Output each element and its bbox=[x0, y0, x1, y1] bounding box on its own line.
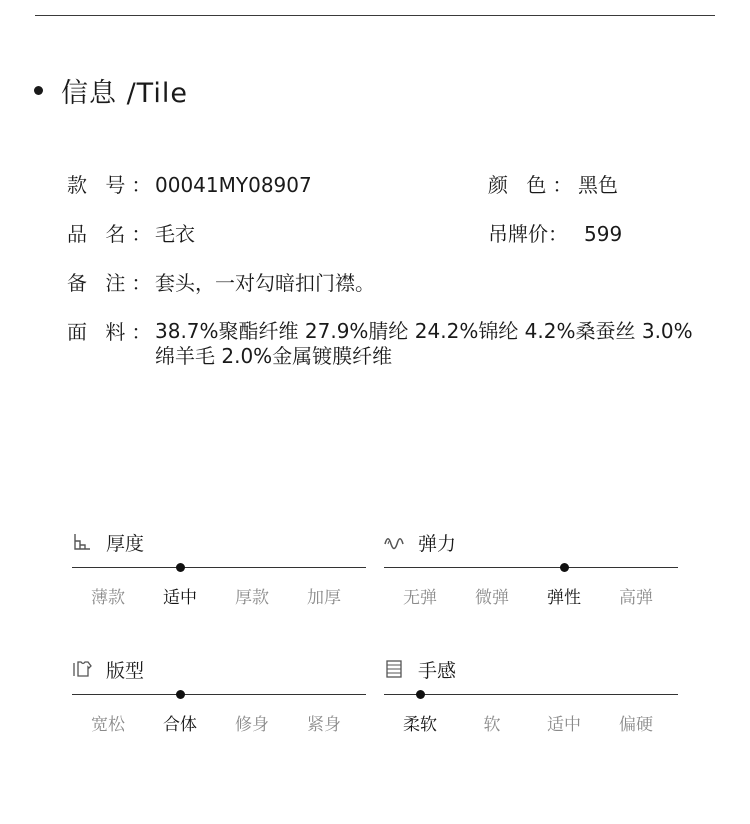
rating-title: 厚度 bbox=[106, 532, 145, 555]
rating-option: 弹性 bbox=[547, 588, 581, 608]
rating-option: 薄款 bbox=[91, 588, 125, 608]
name-value: 毛衣 bbox=[155, 222, 195, 246]
rating-option: 修身 bbox=[235, 715, 269, 735]
rating-option: 高弹 bbox=[619, 588, 653, 608]
rating-option: 微弹 bbox=[475, 588, 509, 608]
rating-option: 合体 bbox=[163, 715, 197, 735]
info-fabric bbox=[67, 319, 695, 369]
info-note bbox=[67, 270, 375, 296]
rating-option: 厚款 bbox=[235, 588, 269, 608]
rating-option: 无弹 bbox=[403, 588, 437, 608]
fabric-value: 38.7%聚酯纤维 27.9%腈纶 24.2%锦纶 4.2%桑蚕丝 3.0%绵羊毛 2.0%金属镀膜纤维 bbox=[155, 319, 693, 368]
rating-option: 适中 bbox=[163, 588, 197, 608]
shirt-icon bbox=[72, 659, 92, 679]
price-label: 吊牌价： bbox=[488, 222, 568, 246]
rating-marker bbox=[176, 690, 185, 699]
section-title-text: 信息 /Tile bbox=[61, 77, 188, 109]
rating-track bbox=[72, 694, 366, 695]
style-no-value: 00041MY08907 bbox=[155, 173, 312, 197]
note-label: 备 注： bbox=[67, 271, 158, 295]
rating-track bbox=[384, 567, 678, 568]
rating-header bbox=[384, 530, 456, 554]
section-heading bbox=[34, 72, 188, 108]
fabric-label: 面 料： bbox=[67, 320, 158, 344]
color-value: 黑色 bbox=[578, 173, 618, 197]
rating-option: 宽松 bbox=[91, 715, 125, 735]
rating-marker bbox=[416, 690, 425, 699]
note-value: 套头，一对勾暗扣门襟。 bbox=[155, 271, 375, 295]
rating-header bbox=[72, 657, 144, 681]
rating-marker bbox=[560, 563, 569, 572]
rating-title: 手感 bbox=[418, 659, 457, 682]
rating-title: 弹力 bbox=[418, 532, 457, 555]
rating-track bbox=[72, 567, 366, 568]
rating-option: 加厚 bbox=[307, 588, 341, 608]
rating-option: 紧身 bbox=[307, 715, 341, 735]
info-color bbox=[488, 172, 618, 198]
rating-option: 偏硬 bbox=[619, 715, 653, 735]
rating-option: 适中 bbox=[547, 715, 581, 735]
rating-header bbox=[384, 657, 456, 681]
info-style-no bbox=[67, 172, 312, 198]
info-price bbox=[488, 221, 622, 247]
rating-header bbox=[72, 530, 144, 554]
rating-track bbox=[384, 694, 678, 695]
top-divider bbox=[35, 15, 715, 16]
rating-title: 版型 bbox=[106, 659, 145, 682]
wave-icon bbox=[384, 532, 404, 552]
rating-option: 柔软 bbox=[403, 715, 437, 735]
name-label: 品 名： bbox=[67, 222, 158, 246]
color-label: 颜 色： bbox=[488, 173, 579, 197]
fabric-icon bbox=[384, 659, 404, 679]
rating-marker bbox=[176, 563, 185, 572]
info-name bbox=[67, 221, 195, 247]
bullet-icon bbox=[34, 86, 43, 95]
price-value: 599 bbox=[584, 222, 623, 246]
style-no-label: 款 号： bbox=[67, 173, 158, 197]
thickness-icon bbox=[72, 532, 92, 552]
rating-option: 软 bbox=[483, 715, 501, 735]
